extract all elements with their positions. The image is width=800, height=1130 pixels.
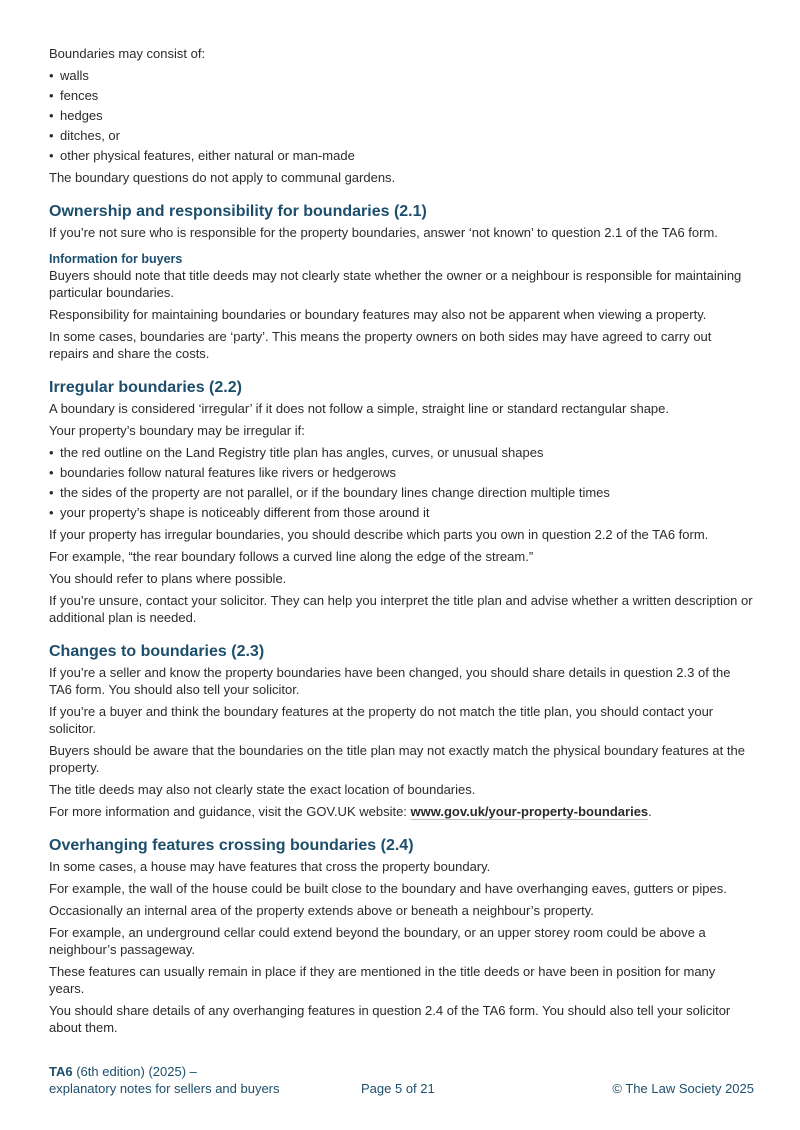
paragraph: You should share details of any overhanging features in question 2.4 of the TA6 form. You should also tell your solicitor about them. bbox=[49, 1003, 731, 1035]
list-item: • walls bbox=[49, 67, 754, 84]
footer-edition: (6th edition) (2025) – bbox=[72, 1064, 197, 1079]
section-heading-ownership: Ownership and responsibility for boundaries (2.1) bbox=[49, 203, 427, 220]
footer-doc-title bbox=[49, 1063, 309, 1080]
paragraph: In some cases, boundaries are ‘party’. This means the property owners on both sides may have agreed to carry out repairs and share the costs. bbox=[49, 329, 712, 361]
irregular-criteria-list bbox=[49, 444, 754, 521]
footer-doc-code: TA6 bbox=[49, 1064, 73, 1079]
footer-doc-desc: explanatory notes for sellers and buyers bbox=[49, 1081, 280, 1096]
paragraph: If your property has irregular boundaries, you should describe which parts you own in question 2.2 of the TA6 form. bbox=[49, 527, 709, 542]
paragraph: Occasionally an internal area of the property extends above or beneath a neighbour’s property. bbox=[49, 903, 594, 918]
footer-copyright: © The Law Society 2025 bbox=[612, 1081, 754, 1096]
page-footer bbox=[49, 1063, 754, 1103]
paragraph: Buyers should be aware that the boundaries on the title plan may not exactly match the physical boundary features at the property. bbox=[49, 743, 745, 775]
govuk-boundaries-link[interactable]: www.gov.uk/your-property-boundaries bbox=[410, 804, 649, 819]
paragraph: If you’re a seller and know the property boundaries have been changed, you should share details in question 2.3 of the TA6 form. You should also tell your solicitor. bbox=[49, 665, 731, 697]
page-content bbox=[49, 45, 754, 1041]
list-item: • the red outline on the Land Registry title plan has angles, curves, or unusual shapes bbox=[49, 444, 754, 461]
list-item: • the sides of the property are not parallel, or if the boundary lines change direction multiple times bbox=[49, 484, 754, 501]
list-item: • fences bbox=[49, 87, 754, 104]
section-heading-changes: Changes to boundaries (2.3) bbox=[49, 643, 265, 660]
paragraph: Responsibility for maintaining boundaries or boundary features may also not be apparent when viewing a property. bbox=[49, 307, 707, 322]
paragraph: Your property’s boundary may be irregular if: bbox=[49, 423, 305, 438]
paragraph: For example, “the rear boundary follows a curved line along the edge of the stream.” bbox=[49, 549, 534, 564]
paragraph: In some cases, a house may have features that cross the property boundary. bbox=[49, 859, 491, 874]
subheading-info-buyers: Information for buyers bbox=[49, 252, 183, 266]
section-heading-irregular: Irregular boundaries (2.2) bbox=[49, 379, 242, 396]
paragraph: A boundary is considered ‘irregular’ if it does not follow a simple, straight line or standard rectangular shape. bbox=[49, 401, 670, 416]
list-item: • hedges bbox=[49, 107, 754, 124]
boundary-types-list bbox=[49, 67, 754, 164]
list-item: • other physical features, either natural or man-made bbox=[49, 147, 754, 164]
intro-note: The boundary questions do not apply to communal gardens. bbox=[49, 170, 396, 185]
paragraph: The title deeds may also not clearly state the exact location of boundaries. bbox=[49, 782, 476, 797]
govuk-suffix: . bbox=[648, 804, 652, 819]
section-heading-overhanging: Overhanging features crossing boundaries (2.4) bbox=[49, 837, 414, 854]
paragraph: For example, an underground cellar could extend beyond the boundary, or an upper storey room could be above a neighbour’s passageway. bbox=[49, 925, 706, 957]
paragraph: For example, the wall of the house could be built close to the boundary and have overhanging eaves, gutters or pipes. bbox=[49, 881, 727, 896]
footer-doc-info bbox=[49, 1063, 309, 1097]
footer-page-number: Page 5 of 21 bbox=[361, 1081, 435, 1096]
list-item: • boundaries follow natural features like rivers or hedgerows bbox=[49, 464, 754, 481]
paragraph: These features can usually remain in place if they are mentioned in the title deeds or have been in position for many years. bbox=[49, 964, 716, 996]
paragraph: If you’re not sure who is responsible for the property boundaries, answer ‘not known’ to question 2.1 of the TA6 form. bbox=[49, 225, 718, 240]
paragraph: If you’re a buyer and think the boundary features at the property do not match the title plan, you should contact your solicitor. bbox=[49, 704, 714, 736]
paragraph: You should refer to plans where possible. bbox=[49, 571, 287, 586]
paragraph-govuk bbox=[49, 803, 754, 820]
intro-lead: Boundaries may consist of: bbox=[49, 46, 206, 61]
govuk-prefix: For more information and guidance, visit the GOV.UK website: bbox=[49, 804, 411, 819]
list-item: • ditches, or bbox=[49, 127, 754, 144]
paragraph: If you’re unsure, contact your solicitor. They can help you interpret the title plan and advise whether a written description or additional plan is needed. bbox=[49, 593, 753, 625]
paragraph: Buyers should note that title deeds may not clearly state whether the owner or a neighbour is responsible for maintaining particular boundaries. bbox=[49, 268, 742, 300]
list-item: • your property’s shape is noticeably different from those around it bbox=[49, 504, 754, 521]
